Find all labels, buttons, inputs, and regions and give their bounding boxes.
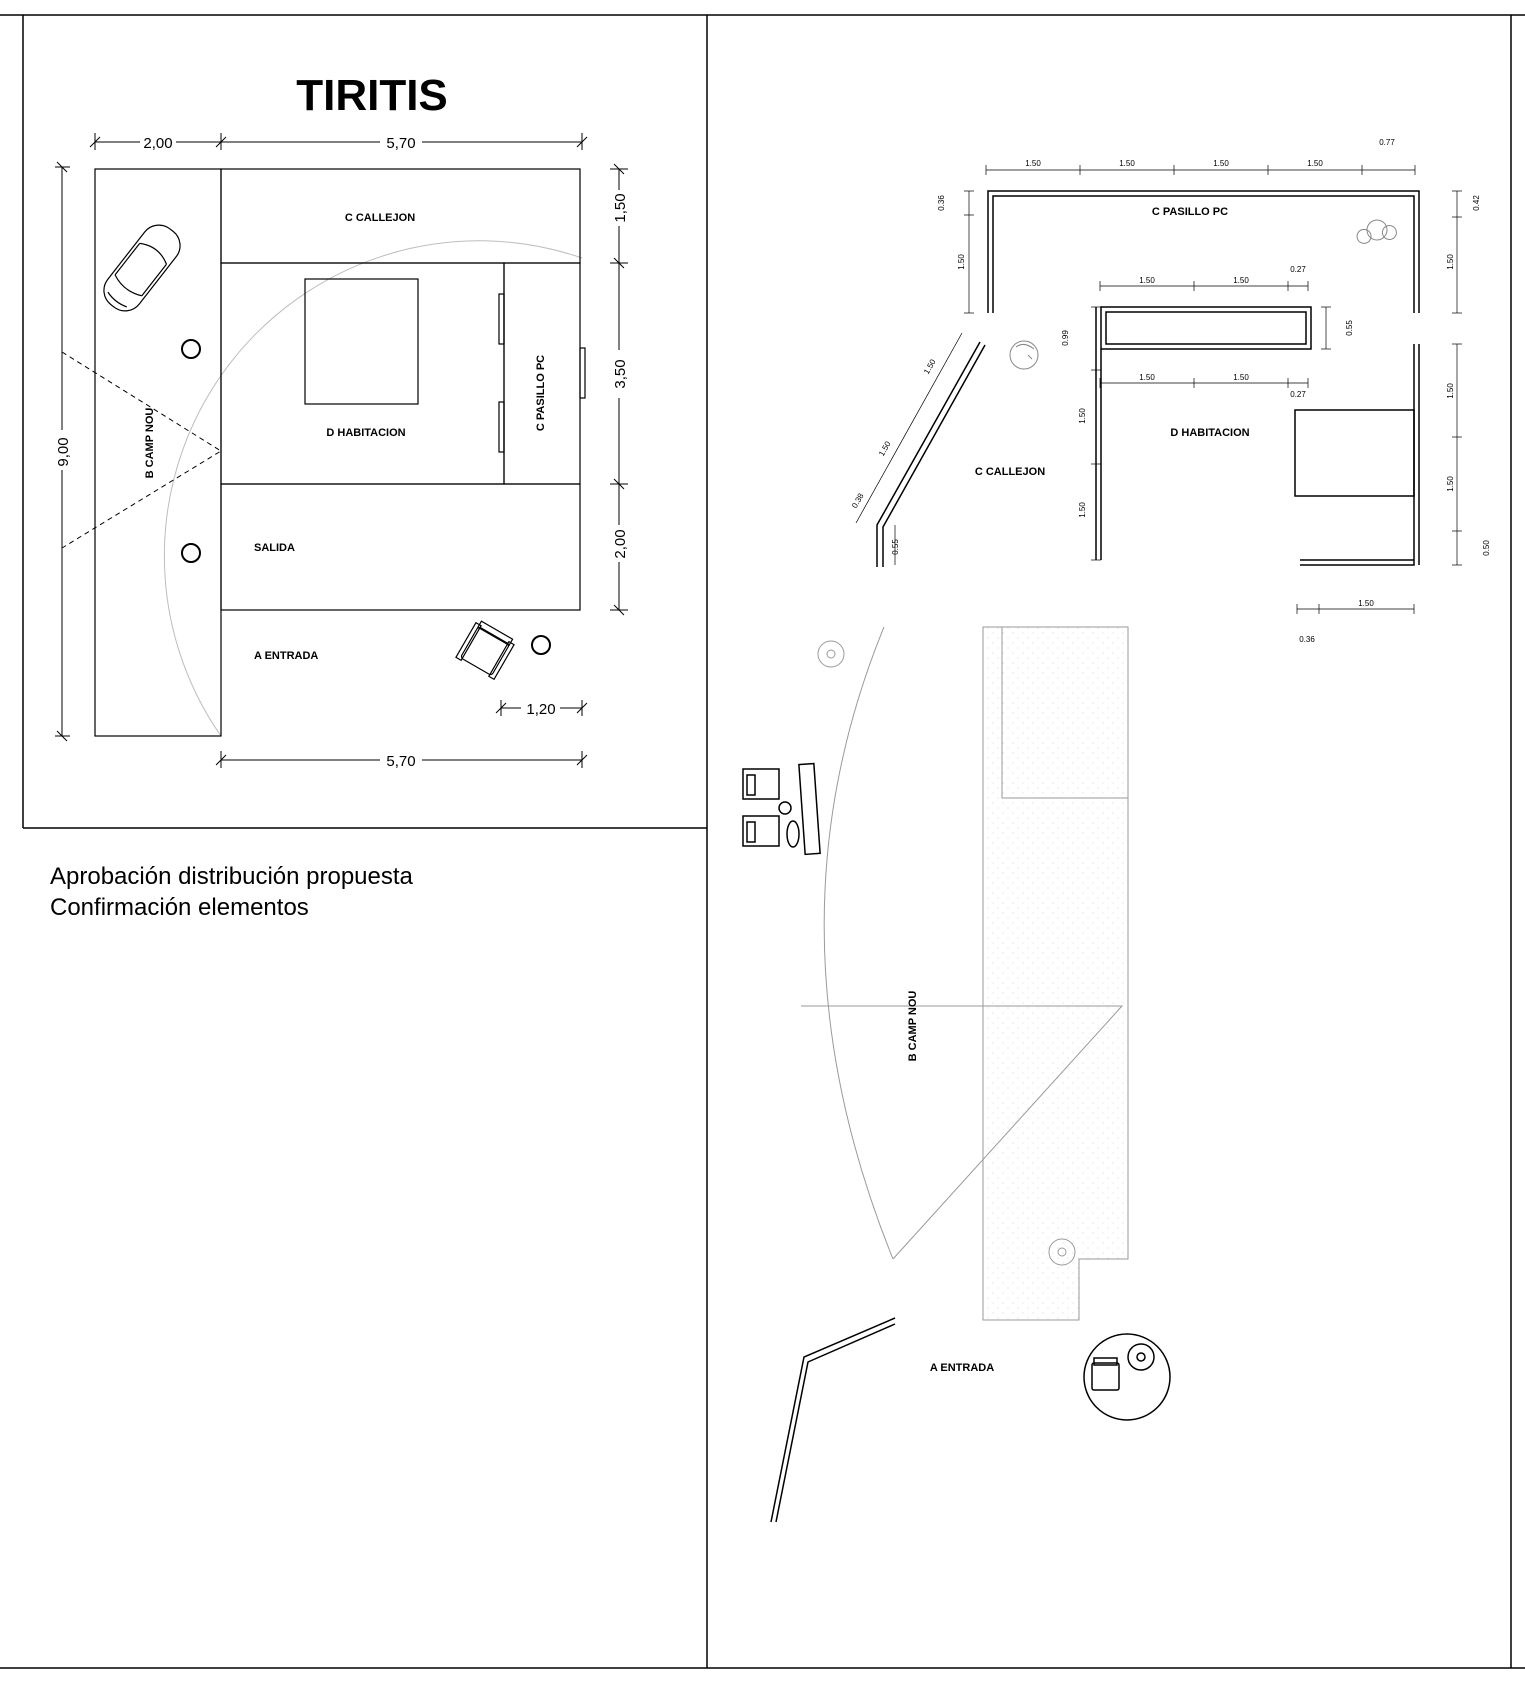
dim-r-right-150: 1.50 [1446, 254, 1455, 270]
dim-r-bot-150: 1.50 [1358, 599, 1374, 608]
dim-r-top-4: 1.50 [1307, 159, 1323, 168]
zone-label-b-camp-nou-r: B CAMP NOU [907, 990, 919, 1062]
door-marker [499, 402, 504, 452]
zone-label-c-pasillo-pc: C PASILLO PC [535, 354, 547, 432]
dim-r-mid-027a: 0.27 [1290, 265, 1306, 274]
dim-r-r-150b: 1.50 [1446, 476, 1455, 492]
dim-r-mid-1: 1.50 [1139, 276, 1155, 285]
post-icon [182, 340, 200, 358]
person-icon [1355, 213, 1399, 256]
dim-r-diag-2: 1.50 [877, 439, 893, 458]
dim-r-left-036: 0.36 [937, 195, 946, 211]
zone-label-c-callejon-r: C CALLEJON [974, 466, 1046, 478]
dim-r-r-150a: 1.50 [1446, 383, 1455, 399]
right-lower-plan [743, 627, 1170, 1522]
swing-arc [164, 241, 582, 736]
dim-top-right: 5,70 [386, 135, 416, 152]
dim-r-diag-055: 0.55 [891, 539, 900, 555]
zone-label-salida: SALIDA [254, 542, 295, 554]
dim-r-low-2: 1.50 [1233, 373, 1249, 382]
zone-label-a-entrada: A ENTRADA [254, 650, 319, 662]
dim-left-total: 9,00 [55, 437, 72, 467]
zone-b-camp-nou-outline [95, 169, 221, 736]
person-icon [1010, 341, 1038, 369]
dim-r-box-055: 0.55 [1345, 320, 1354, 336]
armchair-icon [456, 619, 516, 679]
box-upper [1101, 307, 1311, 349]
zone-label-b-camp-nou: B CAMP NOU [144, 407, 156, 479]
zone-label-c-callejon: C CALLEJON [344, 212, 416, 224]
dim-bottom: 5,70 [386, 753, 416, 770]
equipment-icon [743, 764, 820, 855]
dim-r-top-corner: 0.77 [1379, 138, 1395, 147]
dim-r-wall-150b: 1.50 [1078, 502, 1087, 518]
dim-r-r-050: 0.50 [1482, 540, 1491, 556]
zone-label-d-habitacion-r: D HABITACION [1170, 427, 1250, 439]
door-marker [499, 294, 504, 344]
dim-r-top-3: 1.50 [1213, 159, 1229, 168]
dim-right-1: 1,50 [612, 193, 629, 223]
dim-r-top-2: 1.50 [1119, 159, 1135, 168]
dim-r-mid-2: 1.50 [1233, 276, 1249, 285]
dim-r-low-027b: 0.27 [1290, 390, 1306, 399]
swing-arc-lower [824, 627, 893, 1259]
dim-right-2: 3,50 [612, 359, 629, 389]
door-marker [580, 348, 585, 398]
post-icon [818, 641, 844, 667]
page-title: TIRITIS [296, 71, 448, 120]
table-rect-right [1295, 410, 1414, 496]
dim-top-left: 2,00 [143, 135, 173, 152]
note-approval: Aprobación distribución propuesta [50, 863, 413, 890]
post-icon [182, 544, 200, 562]
dim-r-right-042: 0.42 [1472, 195, 1481, 211]
zone-label-d-habitacion: D HABITACION [326, 427, 406, 439]
dashed-triangle [62, 352, 221, 548]
dim-r-diag-038: 0.38 [850, 491, 866, 510]
dim-r-top-1: 1.50 [1025, 159, 1041, 168]
car-icon [97, 218, 188, 318]
dim-right-3: 2,00 [612, 529, 629, 559]
zone-label-c-pasillo-pc-r: C PASILLO PC [1151, 206, 1229, 218]
dim-small: 1,20 [526, 701, 556, 718]
wall-right [1300, 344, 1414, 565]
dim-r-wall-150a: 1.50 [1078, 408, 1087, 424]
dim-r-box-099: 0.99 [1061, 330, 1070, 346]
dim-r-bot-036: 0.36 [1299, 635, 1315, 644]
dim-r-left-150: 1.50 [957, 254, 966, 270]
dim-r-diag-1: 1.50 [922, 357, 938, 376]
right-upper-plan [850, 138, 1491, 644]
table-rect [305, 279, 418, 404]
zone-b-camp-nou-area [983, 627, 1128, 1320]
note-confirmation: Confirmación elementos [50, 894, 309, 921]
wall-entrada [771, 1318, 895, 1522]
zone-d-habitacion-outline [221, 263, 504, 484]
dim-r-low-1: 1.50 [1139, 373, 1155, 382]
round-table-icon [1084, 1334, 1170, 1420]
left-floor-plan [55, 133, 629, 770]
zone-label-a-entrada-r: A ENTRADA [929, 1362, 995, 1374]
post-icon [532, 636, 550, 654]
